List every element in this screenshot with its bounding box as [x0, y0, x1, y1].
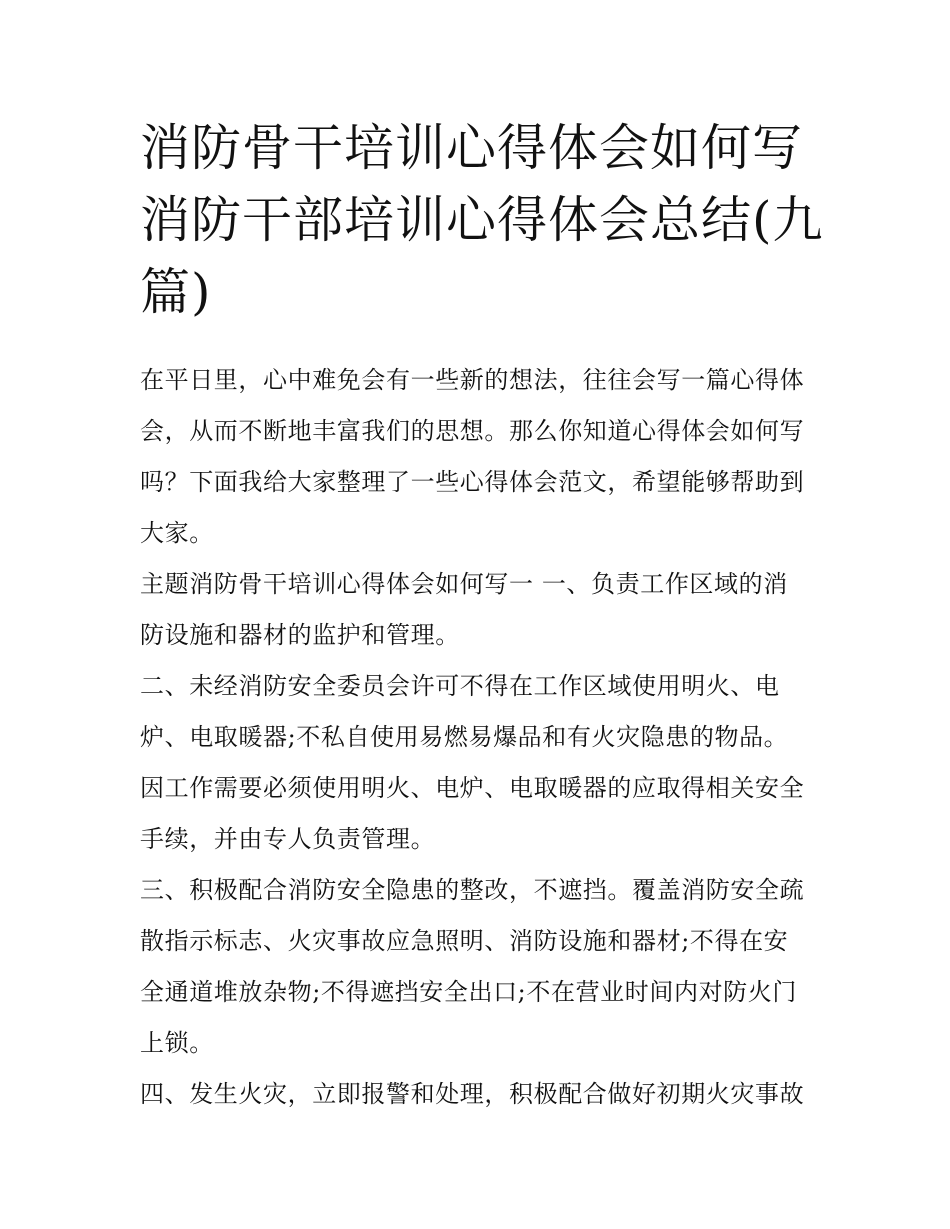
document-title [140, 112, 824, 328]
item-one-paragraph [140, 559, 820, 661]
text-line: 二、未经消防安全委员会许可不得在工作区域使用明火、电 [140, 672, 780, 700]
text-line: 手续，并由专人负责管理。 [140, 825, 436, 853]
title-line: 篇) [140, 263, 212, 321]
text-line: 因工作需要必须使用明火、电炉、电取暖器的应取得相关安全 [140, 774, 805, 802]
text-line: 吗？下面我给大家整理了一些心得体会范文，希望能够帮助到 [140, 468, 805, 496]
title-line: 消防骨干培训心得体会如何写 [140, 119, 803, 177]
text-line: 炉、电取暖器;不私自使用易燃易爆品和有火灾隐患的物品。 [140, 723, 789, 751]
text-line: 大家。 [140, 519, 214, 547]
text-line: 会，从而不断地丰富我们的思想。那么你知道心得体会如何写 [140, 417, 805, 445]
title-line: 消防干部培训心得体会总结(九 [140, 191, 824, 249]
text-line: 散指示标志、火灾事故应急照明、消防设施和器材;不得在安 [140, 927, 789, 955]
text-line: 全通道堆放杂物;不得遮挡安全出口;不在营业时间内对防火门 [140, 978, 797, 1006]
text-line: 主题消防骨干培训心得体会如何写一 一、负责工作区域的消 [140, 570, 788, 598]
text-line: 防设施和器材的监护和管理。 [140, 621, 460, 649]
text-line: 上锁。 [140, 1029, 214, 1057]
text-line: 三、积极配合消防安全隐患的整改，不遮挡。覆盖消防安全疏 [140, 876, 805, 904]
item-three-paragraph [140, 865, 820, 1069]
intro-paragraph [140, 355, 820, 559]
document-body [140, 355, 820, 1120]
item-four-paragraph [140, 1069, 820, 1120]
text-line: 在平日里，心中难免会有一些新的想法，往往会写一篇心得体 [140, 366, 805, 394]
text-line: 四、发生火灾，立即报警和处理，积极配合做好初期火灾事故 [140, 1080, 805, 1108]
item-two-paragraph [140, 661, 820, 865]
